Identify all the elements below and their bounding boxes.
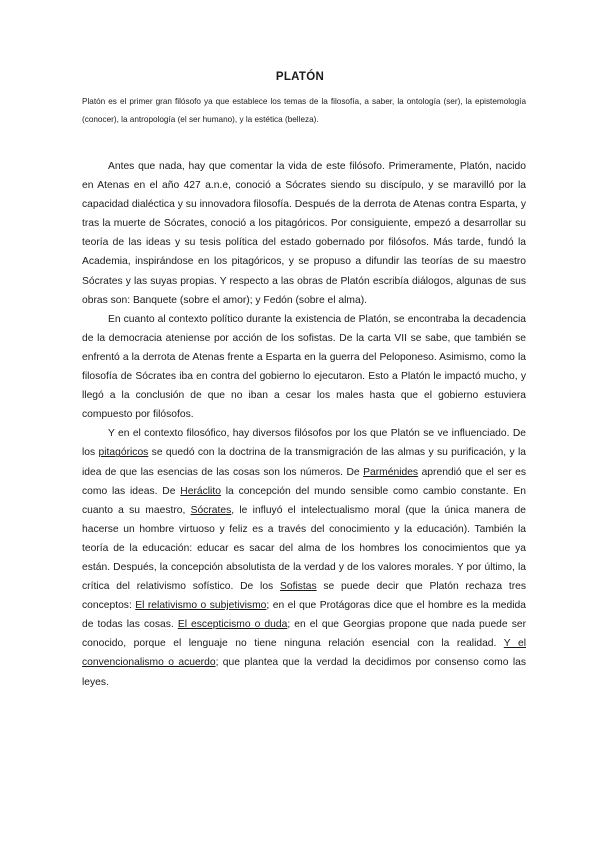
underlined-term-sofistas: Sofistas — [279, 581, 317, 593]
text-run: se quedó con la doctrina de la transmigración de las almas y su purificación, y la idea de que las esencias de las cosas son los números. De — [82, 447, 526, 478]
text-run: ; en el que Georgias propone que nada puede ser conocido, porque el lenguaje no tiene ninguna relación esencial con la realidad. — [82, 619, 526, 650]
underlined-term-pitagoricos: pitagóricos — [98, 447, 149, 459]
document-body — [82, 157, 526, 692]
underlined-term-socrates: Sócrates — [190, 504, 232, 516]
paragraph-biography: Antes que nada, hay que comentar la vida de este filósofo. Primeramente, Platón, nacido en Atenas en el año 427 a.n.e, conoció a Sócrates siendo su discípulo, y se maravilló por la capacidad dialéctica y su innovadora filosofía. Después de la derrota de Atenas contra Esparta, y tras la muerte de Sócrates, conoció a los pitagóricos. Por consiguiente, empezó a desarrollar su teoría de las ideas y su tesis política del estado gobernado por filósofos. Más tarde, fundó la Academia, inspirándose en los pitagóricos, y se propuso a difundir las teorías de su maestro Sócrates y las suyas propias. Y respecto a las obras de Platón escribía diálogos, algunas de sus obras son: Banquete (sobre el amor); y Fedón (sobre el alma). — [82, 161, 526, 306]
text-run: Y en el contexto filosófico, hay diversos filósofos por los que Platón se ve influenciado. De los — [82, 428, 526, 459]
underlined-term-parmenides: Parménides — [363, 466, 419, 478]
text-run: ; en el que Protágoras dice que el hombre es la medida de todas las cosas. — [82, 600, 526, 631]
paragraph-political-context: En cuanto al contexto político durante la existencia de Platón, se encontraba la decadencia de la democracia ateniense por acción de los sofistas. De la carta VII se sabe, que también se enfrentó a la derrota de Atenas frente a Esparta en la guerra del Peloponeso. Asimismo, como la filosofía de Sócrates iba en contra del gobierno lo ejecutaron. Esto a Platón le impactó mucho, y llegó a la conclusión de que no iban a cesar los males hasta que el gobierno estuviera compuesto por filósofos. — [82, 313, 526, 421]
text-run: aprendió que el ser es como las ideas. De — [82, 466, 526, 497]
paragraph-philosophical-context — [82, 424, 526, 691]
abstract: Platón es el primer gran filósofo ya que establece los temas de la filosofía, a saber, la ontología (ser), la epistemología (conocer), la antropología (el ser humano), y la estética (belleza). — [82, 97, 526, 124]
document-title: PLATÓN — [275, 71, 325, 83]
text-run: , le influyó el intelectualismo moral (que la única manera de hacerse un hombre virtuoso y feliz es a través del conocimiento y la educación). También la teoría de la educación: educar es sacar del alma de los hombres los conocimientos que ya están. Después, la concepción absolutista de la verdad y de los valores morales. Y por último, la crítica del relativismo sofístico. De los — [82, 504, 526, 593]
underlined-term-escepticismo: El escepticismo o duda — [177, 619, 288, 631]
text-run: se puede decir que Platón rechaza tres conceptos: — [82, 581, 527, 612]
underlined-term-convencionalismo: Y el convencionalismo o acuerdo — [82, 638, 526, 669]
underlined-term-relativismo: El relativismo o subjetivismo — [135, 600, 267, 612]
underlined-term-heraclito: Heráclito — [180, 485, 221, 497]
text-run: la concepción del mundo sensible como cambio constante. En cuanto a su maestro, — [82, 485, 526, 516]
text-run: ; que plantea que la verdad la decidimos por consenso como las leyes. — [82, 657, 526, 688]
